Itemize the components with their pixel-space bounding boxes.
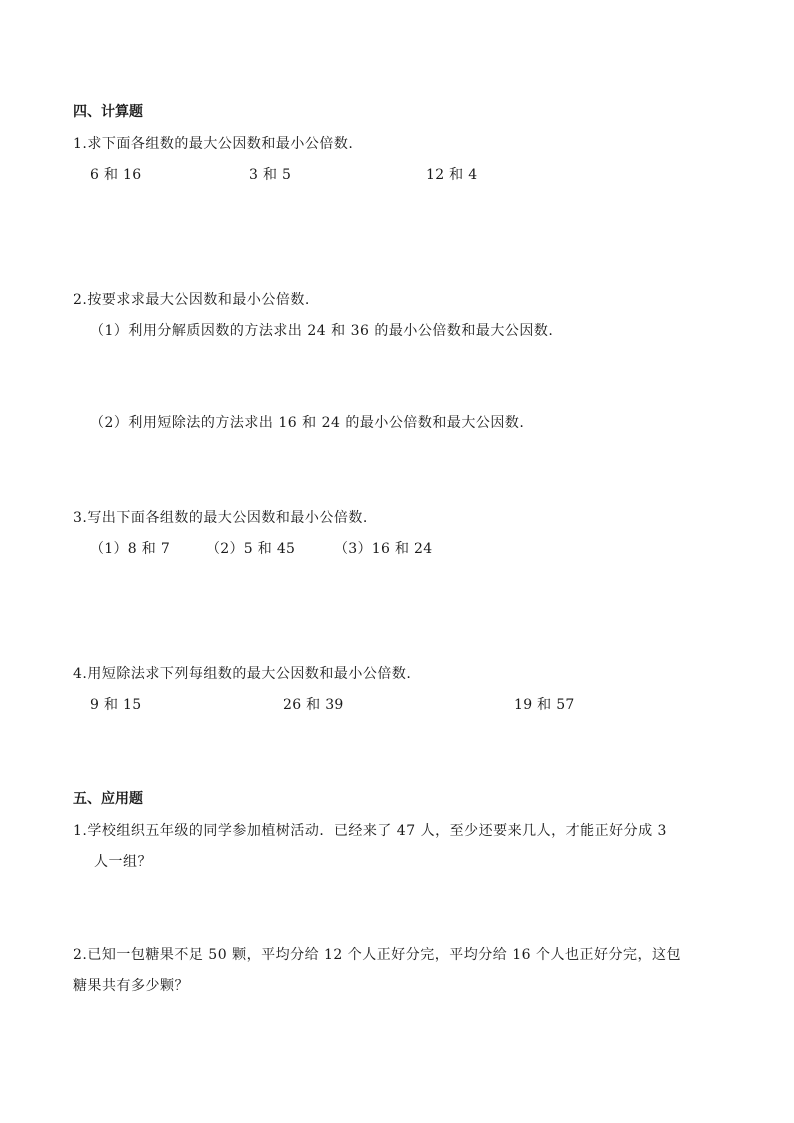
q4-1-item-1: 6 和 16 bbox=[90, 167, 142, 183]
q4-1-item-2: 3 和 5 bbox=[249, 167, 292, 183]
q4-4-item-3: 19 和 57 bbox=[514, 697, 575, 713]
question-5-2-line-2: 糖果共有多少颗？ bbox=[73, 978, 189, 994]
question-5-2-line-1: 2.已知一包糖果不足 50 颗，平均分给 12 个人正好分完，平均分给 16 个人也正好分完，这包 bbox=[73, 947, 681, 963]
section-5-title: 五、应用题 bbox=[73, 791, 143, 807]
q4-3-item-1: （1）8 和 7 bbox=[90, 541, 171, 557]
q4-2-sub-1: （1）利用分解质因数的方法求出 24 和 36 的最小公倍数和最大公因数. bbox=[90, 323, 554, 339]
question-4-2: 2.按要求求最大公因数和最小公倍数. bbox=[73, 292, 310, 308]
q4-2-sub-2: （2）利用短除法的方法求出 16 和 24 的最小公倍数和最大公因数. bbox=[90, 415, 525, 431]
question-4-1: 1.求下面各组数的最大公因数和最小公倍数. bbox=[73, 136, 354, 152]
q4-3-item-2: （2）5 和 45 bbox=[206, 541, 296, 557]
q4-1-item-3: 12 和 4 bbox=[426, 167, 478, 183]
question-4-4: 4.用短除法求下列每组数的最大公因数和最小公倍数. bbox=[73, 666, 412, 682]
question-5-1-line-2: 人一组？ bbox=[94, 854, 152, 870]
q4-3-item-3: （3）16 和 24 bbox=[334, 541, 433, 557]
q4-4-item-1: 9 和 15 bbox=[90, 697, 142, 713]
section-4-title: 四、计算题 bbox=[73, 104, 143, 120]
question-5-1-line-1: 1.学校组织五年级的同学参加植树活动．已经来了 47 人，至少还要来几人，才能正好分成 3 bbox=[73, 823, 667, 839]
q4-4-item-2: 26 和 39 bbox=[283, 697, 344, 713]
question-4-3: 3.写出下面各组数的最大公因数和最小公倍数. bbox=[73, 510, 368, 526]
